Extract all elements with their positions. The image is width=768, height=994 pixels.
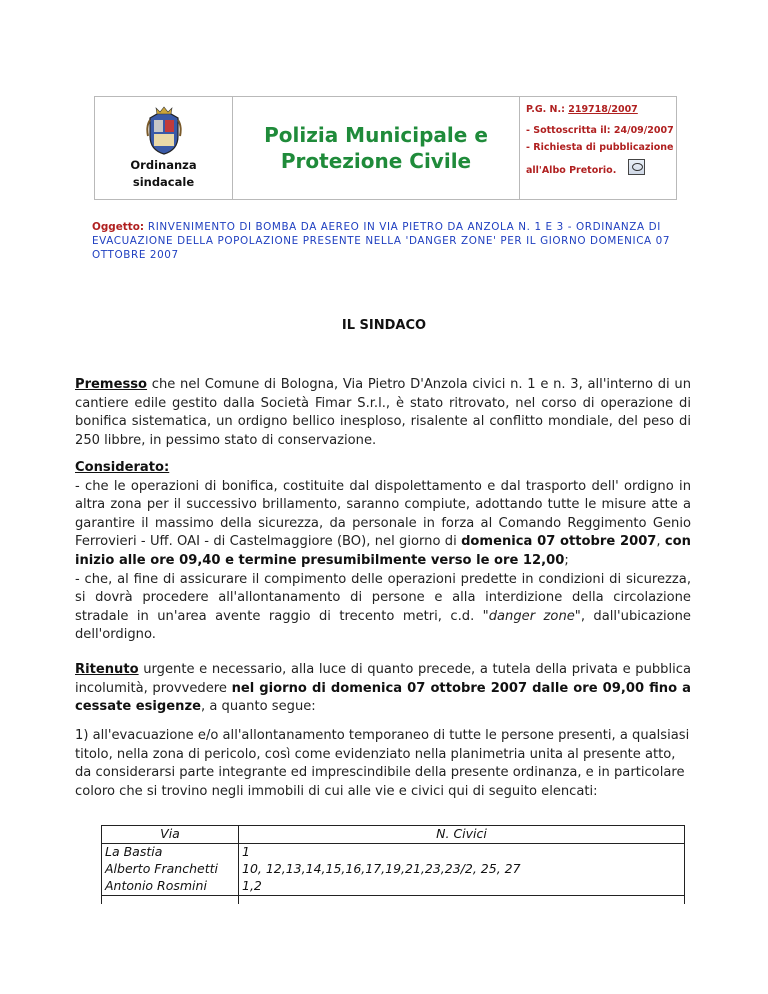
table-header-row [102, 826, 685, 844]
considerato-paragraph [75, 459, 691, 645]
table-row [102, 844, 685, 862]
subject-text: RINVENIMENTO DI BOMBA DA AEREO IN VIA PIETRO DA ANZOLA N. 1 E 3 - ORDINANZA DI EVACUAZIONE DELLA POPOLAZIONE PRESENTE NELLA 'DANGER ZONE' PER IL GIORNO DOMENICA 07 OTTOBRE 2007 [92, 221, 671, 261]
considerato-point-2: - che, al fine di assicurare il compimento delle operazioni predette in condizioni di sicurezza, si dovrà procedere all'allontanamento di persone e alla interdizione della circolazione stradale in un'area avente raggio di trecento metri, c.d. "danger zone", dall'ubicazione dell'ordigno. [75, 571, 691, 643]
column-header-civici: N. Civici [239, 826, 685, 844]
protocol-info-cell [520, 97, 676, 199]
logo-cell [95, 97, 233, 199]
street-name: Antonio Rosmini [102, 878, 239, 896]
considerato-point-1: - che le operazioni di bonifica, costituite dal dispolettamento e dal trasporto dell' ordigno in altra zona per il successivo brillamento, saranno compiute, adottando tutte le misure atte a garantire il massimo della sicurezza, da personale in forza al Comando Reggimento Genio Ferrovieri - Uff. OAI - di Castelmaggiore (BO), nel giorno di domenica 07 ottobre 2007, con inizio alle ore 09,40 e termine presumibilmente verso le ore 12,00; [75, 478, 692, 568]
premesso-text: che nel Comune di Bologna, Via Pietro D'Anzola civici n. 1 e n. 3, all'interno di un cantiere edile gestito dalla Società Fimar S.r.l., è stato ritrovato, nel corso di operazione di bonifica sistematica, un ordigno bellico inesploso, risalente al conflitto mondiale, del peso di 250 libbre, in pessimo stato di conservazione. [75, 377, 691, 448]
ritenuto-paragraph: Ritenuto urgente e necessario, alla luce di quanto precede, a tutela della privata e pubblica incolumità, provvedere nel giorno di domenica 07 ottobre 2007 dalle ore 09,00 fino a cessate esigenze, a quanto segue: [75, 662, 691, 715]
evacuation-period: nel giorno di domenica 07 ottobre 2007 dalle ore 09,00 fino a cessate esigenze [75, 680, 691, 715]
street-name: La Bastia [102, 844, 239, 862]
point-1-paragraph: 1) all'evacuazione e/o all'allontanamento temporaneo di tutte le persone presenti, a qualsiasi titolo, nella zona di pericolo, così come evidenziato nella planimetria unita al presente atto, da considerarsi parte integrante ed imprescindibile della presente ordinanza, e in particolare coloro che si trovino negli immobili di cui alle vie e civici qui di seguito elencati: [75, 728, 690, 799]
street-numbers: 1 [239, 844, 685, 862]
operation-date: domenica 07 ottobre 2007 [461, 534, 657, 550]
subject-label: Oggetto: [92, 221, 144, 233]
publication-request: - Richiesta di pubblicazione [526, 142, 674, 153]
operation-times: con inizio alle ore 09,40 e termine presumibilmente verso le ore 12,00 [75, 534, 692, 568]
premesso-paragraph [75, 376, 691, 450]
table-row-cut-off [102, 896, 685, 905]
table-row [102, 878, 685, 896]
ritenuto-label: Ritenuto [75, 662, 139, 677]
subject [92, 220, 682, 262]
org-title [264, 122, 488, 174]
considerato-label: Considerato: [75, 460, 170, 475]
protocol-number-link[interactable]: 219718/2007 [568, 104, 638, 115]
street-name: Alberto Franchetti [102, 861, 239, 878]
column-header-via: Via [102, 826, 239, 844]
org-title-cell [233, 97, 520, 199]
page-title: IL SINDACO [341, 318, 427, 333]
org-title-line2: Protezione Civile [280, 149, 472, 173]
protocol-label: P.G. N.: [526, 104, 569, 115]
coat-of-arms-icon [146, 106, 182, 156]
org-title-line1: Polizia Municipale e [264, 123, 488, 147]
premesso-label: Premesso [75, 377, 148, 392]
protocol-number [526, 103, 676, 117]
document-header [94, 96, 677, 200]
logo-label-line2: sindacale [132, 175, 195, 189]
danger-zone-term: danger zone [488, 608, 575, 624]
logo-label-line1: Ordinanza [130, 158, 197, 172]
table-row [102, 861, 685, 878]
albo-pretorio-label: all'Albo Pretorio. [526, 165, 617, 176]
signed-date: - Sottoscritta il: 24/09/2007 [526, 125, 674, 136]
street-numbers: 10, 12,13,14,15,16,17,19,21,23,23/2, 25, 27 [239, 861, 685, 878]
streets-table [101, 825, 685, 904]
street-numbers: 1,2 [239, 878, 685, 896]
albo-pretorio-line [526, 159, 676, 178]
albo-pretorio-icon[interactable] [628, 159, 645, 175]
